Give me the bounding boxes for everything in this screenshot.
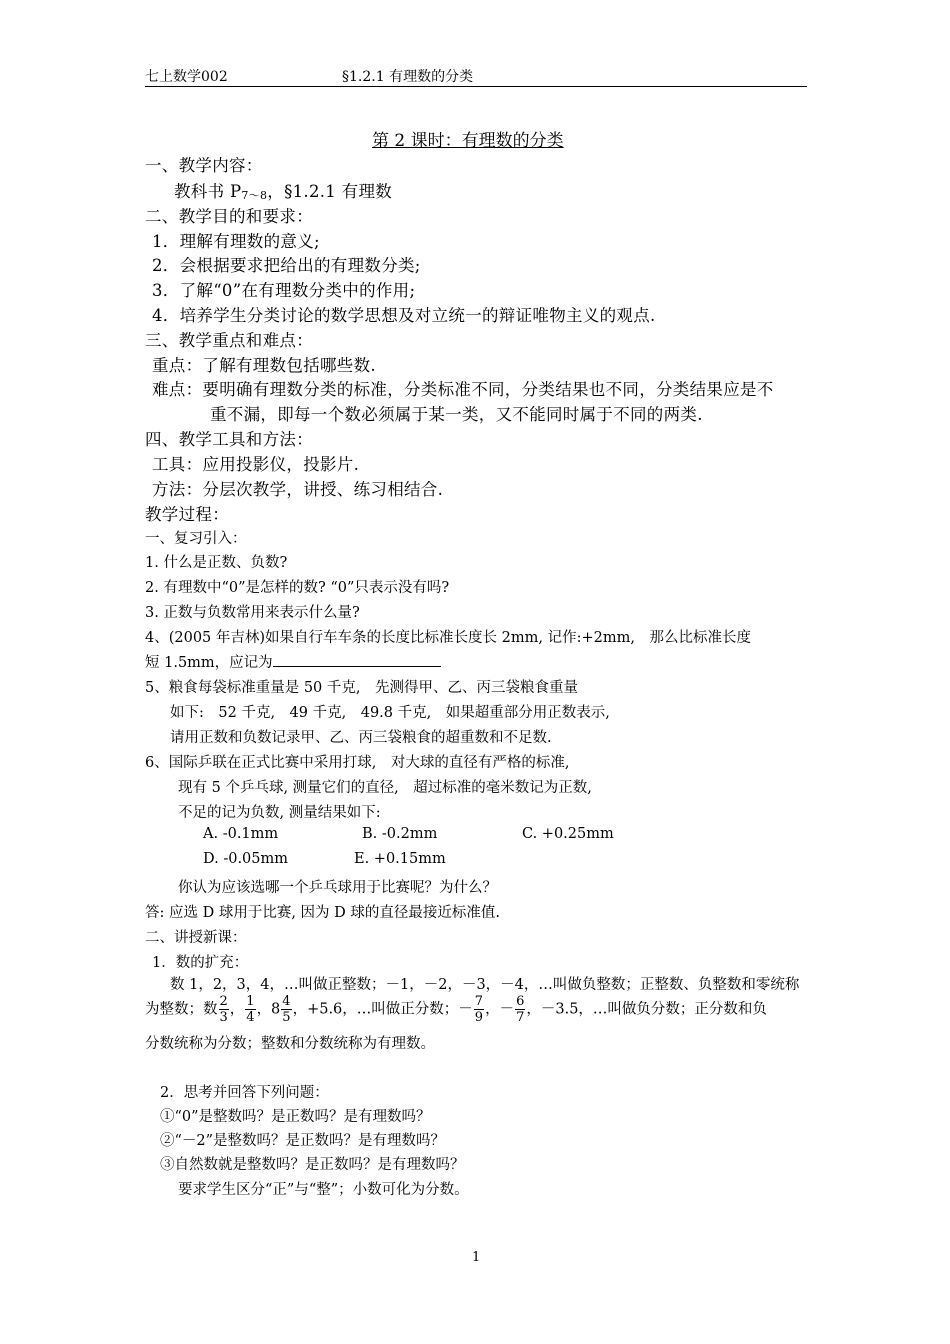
- difficulty-line-1: 难点：要明确有理数分类的标准，分类标准不同，分类结果也不同，分类结果应是不: [152, 380, 774, 399]
- goal-item: 1．理解有理数的意义;: [152, 232, 320, 251]
- numerator: 7: [474, 994, 484, 1009]
- subsection-2-heading: 2．思考并回答下列问题：: [160, 1085, 329, 1101]
- denominator: 3: [219, 1010, 228, 1025]
- text-run: ，+5.6，…叫做正分数；－: [292, 1001, 473, 1018]
- text-run: 为整数；数: [145, 1001, 218, 1018]
- paragraph-line-1: 数 1，2，3，4，…叫做正整数；－1，－2，－3，－4，…叫做负整数；正整数、负整数和零统称: [170, 977, 800, 993]
- numerator: 6: [516, 994, 525, 1009]
- text-run: ，8: [256, 1001, 281, 1018]
- option-d: D. -0.05mm: [203, 851, 289, 867]
- teaching-note: 要求学生区分“正”与“整”；小数可化为分数。: [178, 1182, 469, 1198]
- key-point: 重点：了解有理数包括哪些数.: [152, 356, 376, 375]
- textbook-section: ，§1.2.1 有理数: [267, 182, 393, 201]
- review-question: 1. 什么是正数、负数?: [145, 555, 288, 571]
- new-lesson-heading: 二、讲授新课：: [145, 930, 247, 946]
- review-heading: 一、复习引入：: [145, 531, 247, 547]
- numerator: 1: [246, 994, 255, 1009]
- think-question: ③自然数就是整数吗？是正数吗？是有理数吗？: [160, 1157, 465, 1173]
- review-question-6-line-3: 不足的记为负数, 测量结果如下:: [178, 805, 381, 821]
- review-question-4-line-1: 4、(2005 年吉林)如果自行车车条的长度比标准长度长 2mm, 记作:+2mm, 那么比标准长度: [145, 630, 751, 646]
- question-4-prompt: 短 1.5mm，应记为: [145, 655, 273, 671]
- method-line: 方法：分层次教学，讲授、练习相结合.: [152, 480, 444, 499]
- fraction: [245, 994, 255, 1025]
- denominator: 9: [474, 1010, 484, 1025]
- review-question-6-line-1: 6、国际乒联在正式比赛中采用打球, 对大球的直径有严格的标准,: [145, 755, 570, 771]
- denominator: 5: [282, 1010, 291, 1025]
- tools-line: 工具：应用投影仪，投影片.: [152, 455, 360, 474]
- difficulty-line-2: 重不漏，即每一个数必须属于某一类，又不能同时属于不同的两类.: [210, 405, 703, 424]
- section-4-heading: 四、教学工具和方法：: [145, 430, 313, 449]
- denominator: 4: [246, 1010, 255, 1025]
- option-e: E. +0.15mm: [354, 851, 446, 867]
- paragraph-line-3: 分数统称为分数；整数和分数统称为有理数。: [145, 1036, 435, 1052]
- text-run: ，－3.5，…叫做负分数；正分数和负: [526, 1001, 767, 1018]
- header-right: §1.2.1 有理数的分类: [342, 69, 474, 85]
- goal-item: 2．会根据要求把给出的有理数分类;: [152, 256, 421, 275]
- review-question-5-line-3: 请用正数和负数记录甲、乙、丙三袋粮食的超重数和不足数.: [170, 730, 552, 746]
- section-1-heading: 一、教学内容：: [145, 156, 263, 175]
- section-2-heading: 二、教学目的和要求：: [145, 207, 313, 226]
- header-rule: [145, 86, 807, 87]
- think-question: ①“0”是整数吗？是正数吗？是有理数吗？: [160, 1109, 431, 1125]
- option-b: B. -0.2mm: [362, 826, 438, 842]
- review-question-5-line-2: 如下: 52 千克, 49 千克, 49.8 千克, 如果超重部分用正数表示,: [170, 705, 610, 721]
- text-run: ，: [229, 1001, 245, 1018]
- review-question: 2. 有理数中“0”是怎样的数? “0”只表示没有吗?: [145, 580, 450, 596]
- numerator: 4: [282, 994, 291, 1009]
- review-question-5-line-1: 5、粮食每袋标准重量是 50 千克, 先测得甲、乙、丙三袋粮食重量: [145, 680, 579, 696]
- fraction: [219, 994, 229, 1025]
- option-a: A. -0.1mm: [203, 826, 279, 842]
- paragraph-line-2: [145, 994, 767, 1025]
- section-3-heading: 三、教学重点和难点：: [145, 331, 313, 350]
- denominator: 7: [516, 1010, 525, 1025]
- fraction: [281, 994, 291, 1025]
- review-question: 3. 正数与负数常用来表示什么量?: [145, 605, 360, 621]
- goal-item: 4．培养学生分类讨论的数学思想及对立统一的辩证唯物主义的观点.: [152, 306, 656, 325]
- subsection-1-heading: 1．数的扩充：: [152, 955, 249, 971]
- fraction: [515, 994, 525, 1025]
- review-question-4-line-2: [145, 651, 441, 672]
- text-run: ，－: [485, 1001, 515, 1018]
- fraction: [474, 994, 484, 1025]
- textbook-label: 教科书 P: [174, 182, 242, 201]
- page-number: 1: [472, 1250, 481, 1265]
- answer-blank[interactable]: [273, 652, 441, 667]
- textbook-pages: 7～8: [241, 189, 268, 202]
- process-heading: 教学过程：: [145, 505, 229, 524]
- think-question: ②“－2”是整数吗？是正数吗？是有理数吗？: [160, 1133, 446, 1149]
- review-question-6-line-2: 现有 5 个乒乓球, 测量它们的直径, 超过标准的毫米数记为正数,: [178, 780, 592, 796]
- review-question-6-prompt: 你认为应该选哪一个乒乓球用于比赛呢？为什么？: [178, 880, 497, 896]
- section-1-text: [174, 178, 392, 203]
- option-c: C. +0.25mm: [522, 826, 614, 842]
- numerator: 2: [219, 994, 228, 1009]
- answer-line: 答: 应选 D 球用于比赛, 因为 D 球的直径最接近标准值.: [145, 905, 501, 921]
- page-title: 第 2 课时：有理数的分类: [372, 131, 564, 151]
- goal-item: 3．了解“0”在有理数分类中的作用;: [152, 281, 416, 300]
- header-left: 七上数学002: [145, 69, 228, 85]
